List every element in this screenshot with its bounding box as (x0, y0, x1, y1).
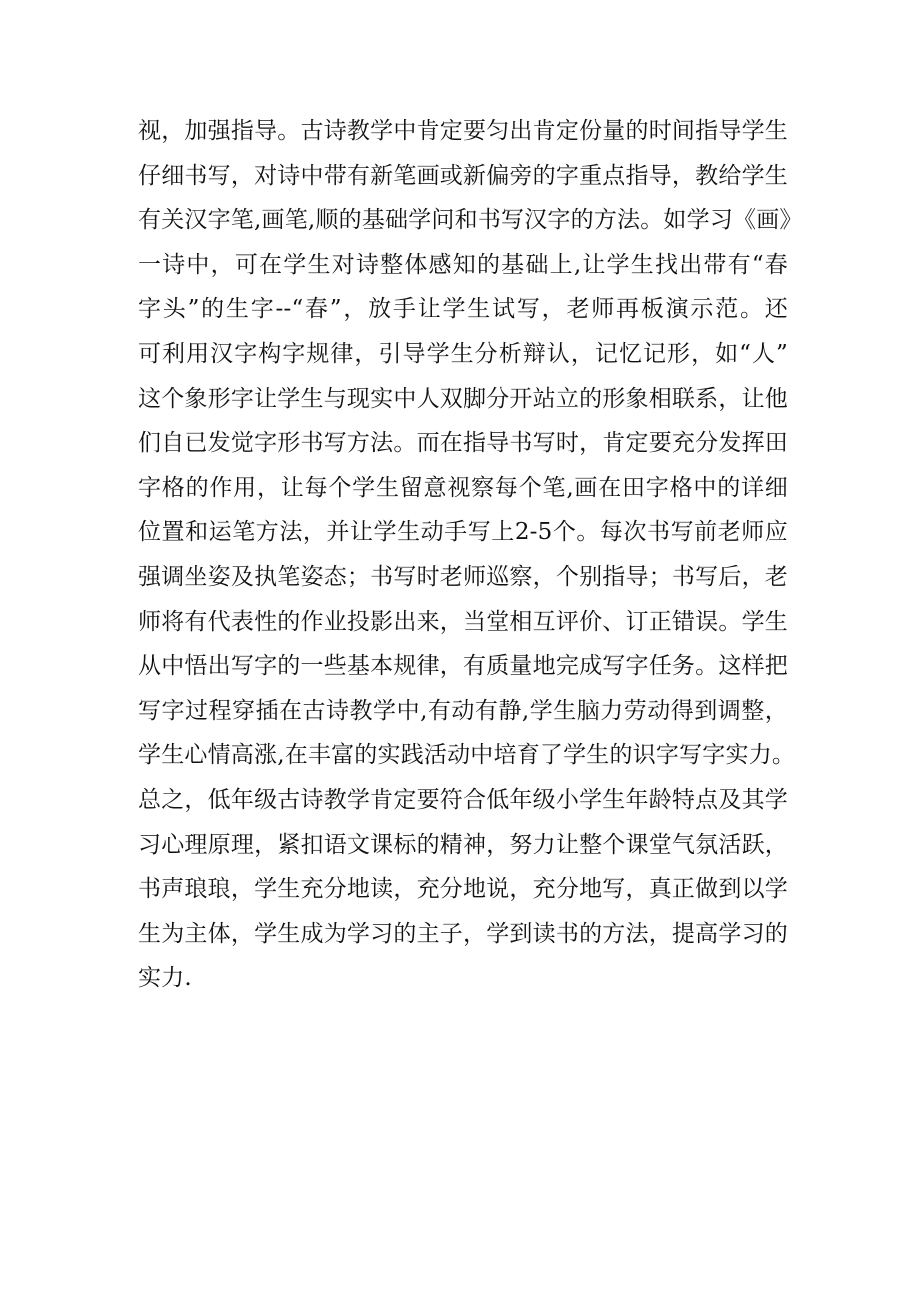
text-line: 写字过程穿插在古诗教学中,有动有静,学生脑力劳动得到调整， (138, 697, 788, 724)
text-line: 视，加强指导。古诗教学中肯定要匀出肯定份量的时间指导学生 (138, 118, 788, 144)
text-line: 仔细书写，对诗中带有新笔画或新偏旁的字重点指导，教给学生 (138, 162, 788, 189)
text-line: 字头”的生字--“春”，放手让学生试写，老师再板演示范。还 (138, 296, 788, 323)
text-line: 从中悟出写字的一些基本规律，有质量地完成写字任务。这样把 (138, 653, 788, 680)
text-line: 学生心情高涨,在丰富的实践活动中培育了学生的识字写字实力。 (138, 742, 796, 769)
text-line: 可利用汉字构字规律，引导学生分析辩认，记忆记形，如“人” (138, 340, 788, 367)
text-line: 们自已发觉字形书写方法。而在指导书写时，肯定要充分发挥田 (138, 430, 788, 457)
text-line: 总之，低年级古诗教学肯定要符合低年级小学生年龄特点及其学 (138, 786, 788, 813)
text-line: 一诗中，可在学生对诗整体感知的基础上,让学生找出带有“春 (138, 251, 788, 278)
text-line: 师将有代表性的作业投影出来，当堂相互评价、订正错误。学生 (138, 608, 788, 635)
text-line: 强调坐姿及执笔姿态；书写时老师巡察，个别指导；书写后，老 (138, 563, 788, 590)
body-paragraph (138, 109, 803, 1001)
text-line: 有关汉字笔,画笔,顺的基础学问和书写汉字的方法。如学习《画》 (138, 207, 803, 234)
text-line: 书声琅琅，学生充分地读，充分地说，充分地写，真正做到以学 (138, 876, 788, 903)
text-line: 实力. (138, 965, 192, 992)
text-line: 习心理原理，紧扣语文课标的精神，努力让整个课堂气氛活跃， (138, 831, 788, 858)
text-line: 生为主体，学生成为学习的主子，学到读书的方法，提高学习的 (138, 920, 788, 947)
text-line: 位置和运笔方法，并让学生动手写上2-5个。每次书写前老师应 (138, 519, 788, 546)
text-line: 字格的作用，让每个学生留意视察每个笔,画在田字格中的详细 (138, 474, 788, 501)
text-line: 这个象形字让学生与现实中人双脚分开站立的形象相联系，让他 (138, 385, 788, 412)
